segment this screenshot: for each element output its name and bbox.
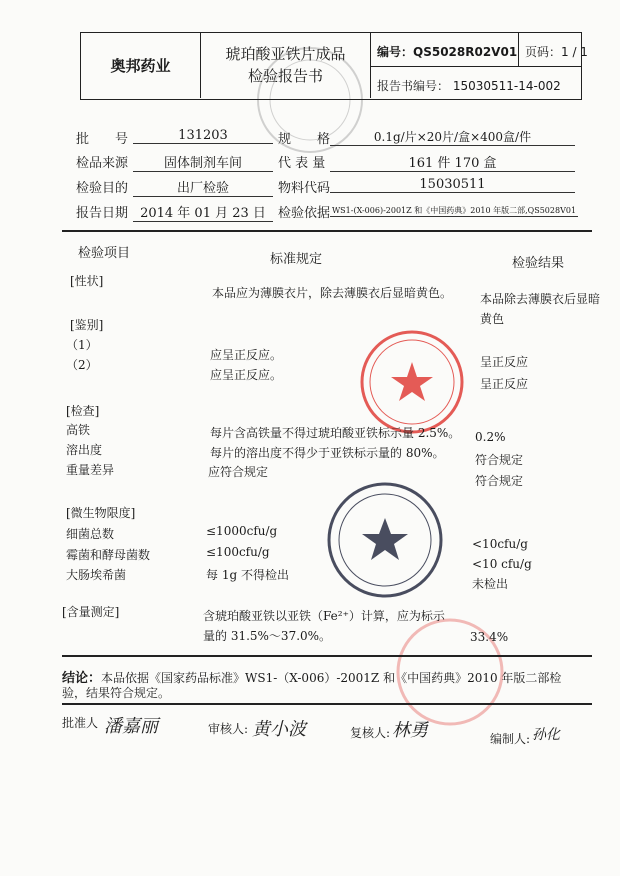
company-logo: 奥邦药业 [81,33,201,98]
result-ecoli: 未检出 [472,577,509,591]
item-assay: [含量测定] [62,605,120,619]
conclusion-line-1: 本品依据《国家药品标准》WS1-（X-006）-2001Z 和《中国药典》2010 年版二部检 [101,671,562,685]
approver-label: 批准人 [62,716,99,730]
item-ident-2: （2） [66,358,98,372]
field-label-date: 报告日期 [76,206,129,221]
result-mold-yeast: <10 cfu/g [472,557,532,571]
field-value-spec: 0.1g/片×20片/盒×400盒/件 [330,128,575,146]
standard-bacteria: ≤1000cfu/g [206,524,278,538]
standard-ferric: 每片含高铁量不得过琥珀酸亚铁标示量 2.5%。 [210,426,461,440]
red-company-stamp [362,332,462,432]
report-title [201,33,371,98]
standard-ident-2: 应呈正反应。 [210,368,283,382]
standard-assay-2: 量的 31.5%～37.0%。 [203,629,332,643]
item-ident-1: （1） [66,338,98,352]
title-line-1: 琥珀酸亚铁片成品 [225,45,346,63]
standard-mold-yeast: ≤100cfu/g [206,545,270,559]
report-number: 报告书编号： 15030511-14-002 [377,79,561,93]
item-weight-variation: 重量差异 [66,463,115,477]
divider-bottom [62,703,592,705]
divider-middle [62,655,592,657]
preparer-signature: 孙化 [532,727,560,743]
item-mold-yeast: 霉菌和酵母菌数 [66,548,151,562]
field-value-material-code: 15030511 [330,177,575,193]
field-label-spec: 规 格 [278,132,331,147]
preparer-label: 编制人: [490,732,531,746]
item-dissolution: 溶出度 [66,443,103,457]
result-ferric: 0.2% [475,430,506,444]
reviewer-label: 审核人: [208,722,249,736]
col-header-item: 检验项目 [78,246,131,261]
col-header-result: 检验结果 [512,256,565,271]
checker-label: 复核人: [350,726,391,740]
dark-quality-stamp [329,484,441,596]
standard-ecoli: 每 1g 不得检出 [206,568,289,582]
col-header-standard: 标准规定 [270,252,323,267]
item-bacteria: 细菌总数 [66,527,115,541]
field-label-material-code: 物料代码 [278,181,331,196]
title-line-2: 检验报告书 [247,67,323,85]
item-tests: [检查] [66,404,100,418]
checker-signature: 林勇 [392,720,428,741]
item-ecoli: 大肠埃希菌 [66,568,127,582]
field-value-quantity: 161 件 170 盒 [330,152,575,172]
result-weight-variation: 符合规定 [475,474,524,488]
result-dissolution: 符合规定 [475,453,524,467]
field-label-purpose: 检验目的 [76,181,129,196]
reviewer-signature: 黄小波 [252,719,306,740]
divider-top [62,230,592,232]
standard-dissolution: 每片的溶出度不得少于亚铁标示量的 80%。 [210,446,445,460]
result-assay: 33.4% [470,630,509,644]
standard-ident-1: 应呈正反应。 [210,348,283,362]
result-ident-1: 呈正反应 [480,355,529,369]
field-label-batch: 批 号 [76,132,129,147]
result-appearance: 本品除去薄膜衣后显暗 [480,292,601,306]
doc-number: 编号：QS5028R02V01 [371,33,519,67]
field-label-source: 检品来源 [76,156,129,171]
field-value-batch: 131203 [133,128,273,144]
report-header [80,32,588,100]
conclusion-line-2: 验，结果符合规定。 [62,686,171,700]
standard-weight-variation: 应符合规定 [208,465,269,479]
result-ident-2: 呈正反应 [480,377,529,391]
item-appearance: [性状] [70,274,104,288]
field-value-basis: WS1-(X-006)-2001Z 和《中国药典》2010 年版二部,QS5028V01 [331,206,577,215]
item-ferric: 高铁 [66,423,91,437]
field-value-source: 固体制剂车间 [133,152,273,172]
field-label-basis: 检验依据 [278,206,331,221]
approver-signature: 潘嘉丽 [104,716,158,737]
item-identification: [鉴别] [70,318,104,332]
standard-assay: 含琥珀酸亚铁以亚铁（Fe²⁺）计算，应为标示 [203,609,445,623]
field-label-quantity: 代 表 量 [278,156,326,171]
standard-appearance: 本品应为薄膜衣片，除去薄膜衣后显暗黄色。 [212,286,453,300]
page-number: 页码：1 / 1 [519,33,581,67]
field-value-date: 2014 年 01 月 23 日 [133,202,273,222]
result-appearance-2: 黄色 [480,312,505,326]
item-microbial: [微生物限度] [66,506,136,520]
result-bacteria: <10cfu/g [472,537,528,551]
conclusion-label: 结论： [62,671,102,686]
field-value-purpose: 出厂检验 [133,177,273,197]
